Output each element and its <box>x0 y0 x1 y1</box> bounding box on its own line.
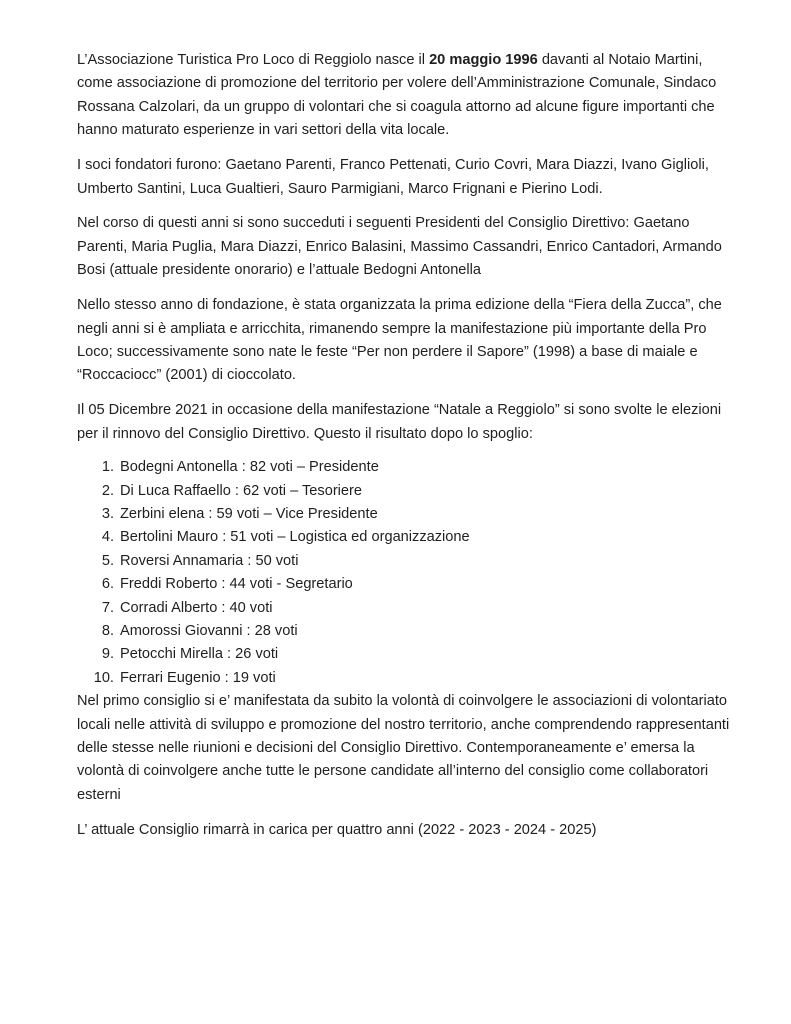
list-item-text: Freddi Roberto : 44 voti - Segretario <box>120 576 353 593</box>
founding-date: 20 maggio 1996 <box>429 52 538 68</box>
list-item-number: 3. <box>101 505 114 522</box>
list-item-text: Petocchi Mirella : 26 voti <box>120 646 279 663</box>
list-item-text: Zerbini elena : 59 voti – Vice Presidente <box>120 505 378 522</box>
paragraph-founding <box>77 49 737 143</box>
paragraph-events: Nello stesso anno di fondazione, è stata organizzata la prima edizione della “Fiera della Zucca”, che negli anni si è ampliata e arricchita, rimanendo sempre la manifestazione più importante della Pro Loco; successivamente sono nate le feste “Per non perdere il Sapore” (1998) a base di maiale e “Roccaciocc” (2001) di cioccolato. <box>77 297 722 384</box>
founding-text-after: davanti al Notaio Martini, come associazione di promozione del territorio per volere dell’Amministrazione Comunale, Sindaco Rossana Calzolari, da un gruppo di volontari che si coagula attorno ad alcune figure importanti che hanno maturato esperienze in vari settori della vita locale. <box>77 52 717 139</box>
paragraph-elections: Il 05 Dicembre 2021 in occasione della manifestazione “Natale a Reggiolo” si sono svolte le elezioni per il rinnovo del Consiglio Direttivo. Questo il risultato dopo lo spoglio: <box>77 402 722 442</box>
list-item <box>77 480 737 503</box>
list-item-text: Di Luca Raffaello : 62 voti – Tesoriere <box>120 482 363 499</box>
list-item <box>77 456 737 479</box>
list-item-number: 2. <box>101 482 114 499</box>
list-item-text: Roversi Annamaria : 50 voti <box>120 552 299 569</box>
election-results-list <box>77 456 737 690</box>
list-item-number: 9. <box>101 646 114 663</box>
list-item-text: Corradi Alberto : 40 voti <box>120 599 273 616</box>
founding-text-before: L’Associazione Turistica Pro Loco di Reggiolo nasce il <box>77 52 430 68</box>
list-item <box>77 620 737 643</box>
list-item <box>77 526 737 549</box>
list-item-number: 4. <box>101 529 114 546</box>
list-item <box>77 573 737 596</box>
list-item <box>77 667 737 690</box>
document-page <box>77 49 737 854</box>
list-item-text: Bertolini Mauro : 51 voti – Logistica ed organizzazione <box>120 529 470 546</box>
list-item <box>77 643 737 666</box>
list-item-number: 6. <box>101 576 114 593</box>
list-item-text: Amorossi Giovanni : 28 voti <box>120 622 298 639</box>
list-item-number: 7. <box>101 599 114 616</box>
list-item-text: Ferrari Eugenio : 19 voti <box>120 669 276 686</box>
list-item-text: Bodegni Antonella : 82 voti – Presidente <box>120 459 379 476</box>
list-item <box>77 503 737 526</box>
paragraph-first-council: Nel primo consiglio si e’ manifestata da subito la volontà di coinvolgere le associazioni di volontariato locali nelle attività di sviluppo e promozione del nostro territorio, anche comprendendo rappresentanti delle stesse nelle riunioni e decisioni del Consiglio Direttivo. Contemporaneamente e’ emersa la volontà di coinvolgere anche tutte le persone candidate all’interno del consiglio come collaboratori esterni <box>77 693 730 803</box>
paragraph-presidents: Nel corso di questi anni si sono succeduti i seguenti Presidenti del Consiglio Direttivo: Gaetano Parenti, Maria Puglia, Mara Diazzi, Enrico Balasini, Massimo Cassandri, Enrico Cantadori, Armando Bosi (attuale presidente onorario) e l’attuale Bedogni Antonella <box>77 215 722 279</box>
list-item <box>77 550 737 573</box>
list-item <box>77 597 737 620</box>
list-item-number: 10. <box>93 669 114 686</box>
list-item-number: 1. <box>101 459 114 476</box>
paragraph-founders: I soci fondatori furono: Gaetano Parenti, Franco Pettenati, Curio Covri, Mara Diazzi, Ivano Giglioli, Umberto Santini, Luca Gualtieri, Sauro Parmigiani, Marco Frignani e Pierino Lodi. <box>77 157 709 197</box>
paragraph-term: L’ attuale Consiglio rimarrà in carica per quattro anni (2022 - 2023 - 2024 - 2025) <box>77 821 597 838</box>
list-item-number: 8. <box>101 622 114 639</box>
list-item-number: 5. <box>101 552 114 569</box>
